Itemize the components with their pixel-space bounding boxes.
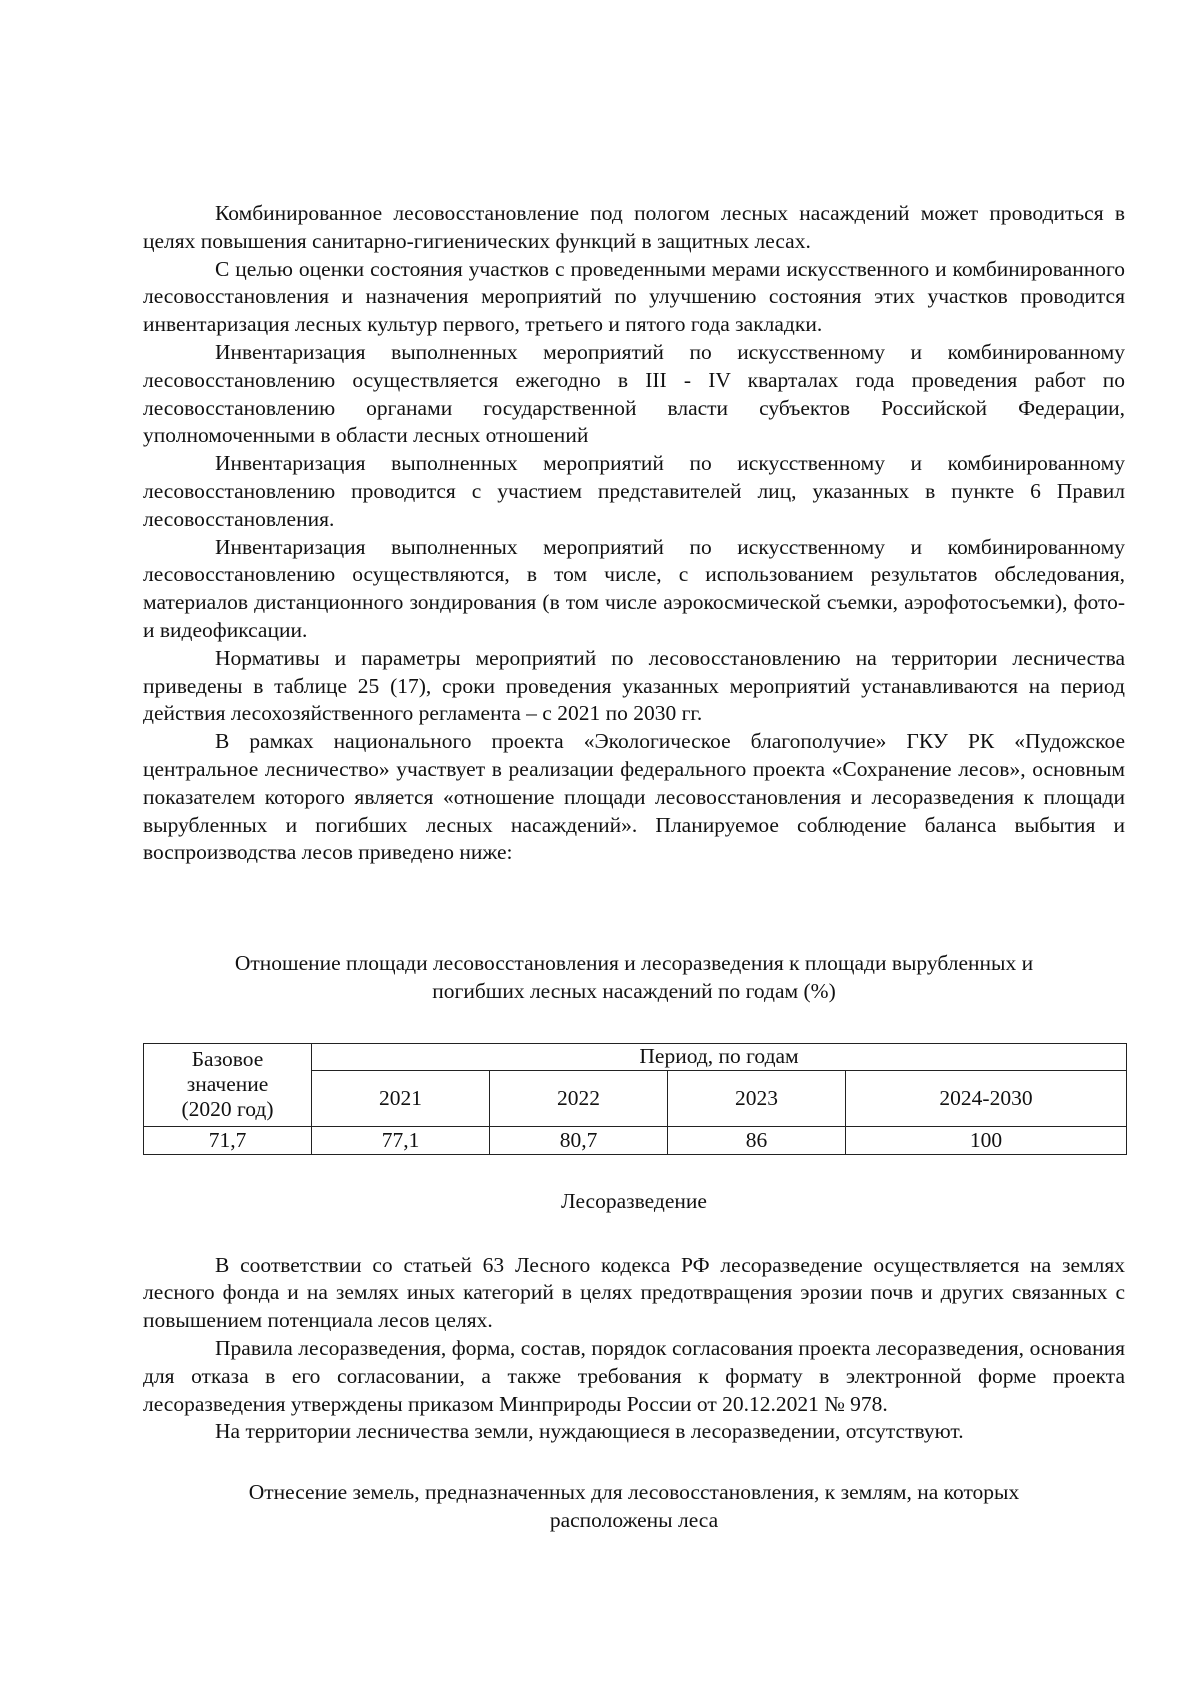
paragraph-1: Комбинированное лесовосстановление под пологом лесных насаждений может проводиться в целях повышения санитарно-гигиенических функций в защитных лесах. <box>143 201 1125 253</box>
base-value-cell: 71,7 <box>144 1126 312 1154</box>
value-cell-2024-2030: 100 <box>846 1126 1127 1154</box>
final-caption-line2: расположены леса <box>549 1507 719 1532</box>
value-cell-2021: 77,1 <box>312 1126 490 1154</box>
paragraph-10: На территории лесничества земли, нуждающиеся в лесоразведении, отсутствуют. <box>215 1419 964 1444</box>
paragraph-2: С целью оценки состояния участков с проведенными мерами искусственного и комбинированного лесовосстановления и назначения мероприятий по улучшению состояния этих участков проводится инвентаризация лесных культур первого, третьего и пятого года закладки. <box>143 256 1125 337</box>
paragraph-8: В соответствии со статьей 63 Лесного кодекса РФ лесоразведение осуществляется на землях лесного фонда и на землях иных категорий в целях предотвращения эрозии почв и других связанных с повышением потенциала лесов целях. <box>143 1252 1125 1333</box>
paragraph-9: Правила лесоразведения, форма, состав, порядок согласования проекта лесоразведения, основания для отказа в его согласовании, а также требования к формату в электронной форме проекта лесоразведения утверждены приказом Минприроды России от 20.12.2021 № 978. <box>143 1335 1125 1416</box>
paragraph-3: Инвентаризация выполненных мероприятий по искусственному и комбинированному лесовосстановлению осуществляется ежегодно в III - IV кварталах года проведения работ по лесовосстановлению органами государственной власти субъектов Российской Федерации, уполномоченными в области лесных отношений <box>143 339 1125 448</box>
year-header-2022: 2022 <box>490 1070 668 1126</box>
year-header-2021: 2021 <box>312 1070 490 1126</box>
base-value-header: Базовое значение (2020 год) <box>144 1043 312 1126</box>
paragraph-6: Нормативы и параметры мероприятий по лесовосстановлению на территории лесничества приведены в таблице 25 (17), сроки проведения указанных мероприятий устанавливаются на период действия лесохозяйственного регламента – с 2021 по 2030 гг. <box>143 645 1125 726</box>
table-caption-line2: погибших лесных насаждений по годам (%) <box>432 978 836 1003</box>
table-caption <box>143 950 1125 1006</box>
value-cell-2022: 80,7 <box>490 1126 668 1154</box>
period-header: Период, по годам <box>312 1043 1127 1070</box>
paragraph-7: В рамках национального проекта «Экологическое благополучие» ГКУ РК «Пудожское центральное лесничество» участвует в реализации федерального проекта «Сохранение лесов», основным показателем которого является «отношение площади лесовосстановления и лесоразведения к площади вырубленных и погибших лесных насаждений». Планируемое соблюдение баланса выбытия и воспроизводства лесов приведено ниже: <box>143 729 1125 865</box>
final-caption <box>143 1479 1125 1535</box>
paragraph-4: Инвентаризация выполненных мероприятий по искусственному и комбинированному лесовосстановлению проводится с участием представителей лиц, указанных в пункте 6 Правил лесовосстановления. <box>143 451 1125 531</box>
paragraph-5: Инвентаризация выполненных мероприятий по искусственному и комбинированному лесовосстановлению осуществляются, в том числе, с использованием результатов обследования, материалов дистанционного зондирования (в том числе аэрокосмической съемки, аэрофотосъемки), фото- и видеофиксации. <box>143 534 1125 642</box>
ratio-table <box>143 1043 1127 1155</box>
value-cell-2023: 86 <box>668 1126 846 1154</box>
year-header-2024-2030: 2024-2030 <box>846 1070 1127 1126</box>
document-page <box>143 200 1125 1535</box>
section-heading: Лесоразведение <box>561 1188 707 1213</box>
year-header-2023: 2023 <box>668 1070 846 1126</box>
final-caption-line1: Отнесение земель, предназначенных для лесовосстановления, к землям, на которых <box>248 1480 1020 1505</box>
table-row <box>144 1126 1127 1154</box>
table-caption-line1: Отношение площади лесовосстановления и лесоразведения к площади вырубленных и <box>234 951 1034 976</box>
